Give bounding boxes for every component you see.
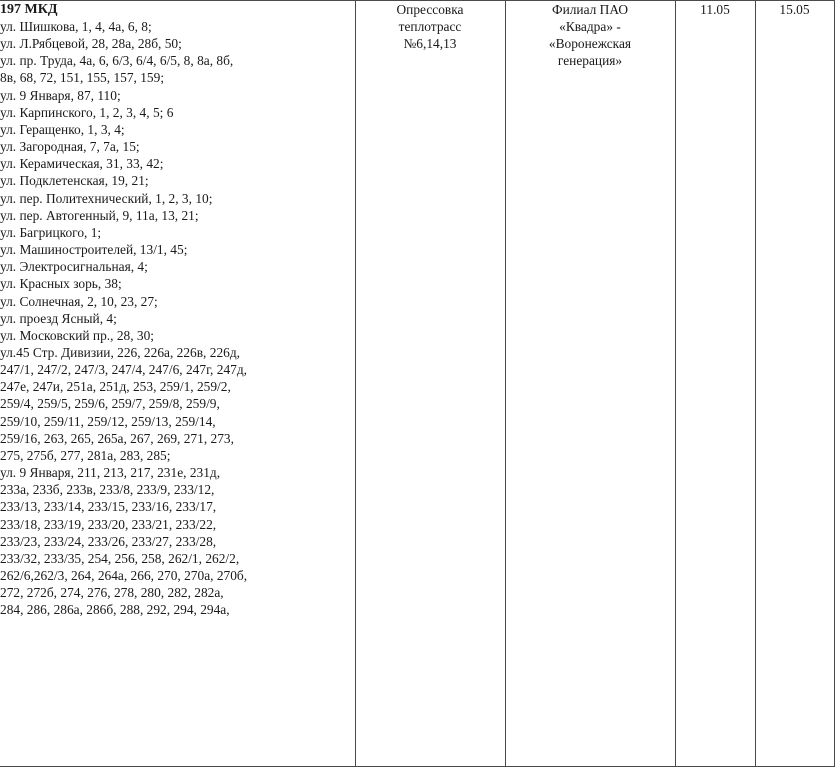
address-line: 233/18, 233/19, 233/20, 233/21, 233/22, (0, 516, 217, 532)
address-line: ул. Геращенко, 1, 3, 4; (0, 121, 125, 137)
address-line: ул. Московский пр., 28, 30; (0, 327, 155, 343)
address-line: ул. проезд Ясный, 4; (0, 310, 117, 326)
address-line: 259/16, 263, 265, 265а, 267, 269, 271, 273, (0, 430, 234, 446)
address-line: ул. Электросигнальная, 4; (0, 259, 148, 275)
address-line: ул. Багрицкого, 1; (0, 224, 102, 240)
address-line: 8в, 68, 72, 151, 155, 157, 159; (0, 70, 165, 86)
organization-name: Филиал ПАО «Квадра» - «Воронежская генерация» (548, 2, 632, 69)
address-line: ул. Красных зорь, 38; (0, 276, 122, 292)
address-line: 247е, 247и, 251а, 251д, 253, 259/1, 259/2, (0, 379, 231, 395)
address-line: ул. Солнечная, 2, 10, 23, 27; (0, 293, 158, 309)
start-date-cell (675, 1, 755, 767)
address-line: ул. пер. Политехнический, 1, 2, 3, 10; (0, 190, 213, 206)
address-line: ул. Карпинского, 1, 2, 3, 4, 5; 6 (0, 104, 174, 120)
address-line: 233/23, 233/24, 233/26, 233/27, 233/28, (0, 533, 217, 549)
organization-cell (505, 1, 675, 767)
end-date-cell (755, 1, 834, 767)
address-line: 262/6,262/3, 264, 264а, 266, 270, 270а, 270б, (0, 568, 248, 583)
address-line: ул. Л.Рябцевой, 28, 28а, 28б, 50; (0, 36, 182, 52)
address-line: 233/32, 233/35, 254, 256, 258, 262/1, 262/2, (0, 550, 240, 566)
address-line: 275, 275б, 277, 281а, 283, 285; (0, 447, 171, 463)
work-type: Опрессовка теплотрасс №6,14,13 (396, 2, 464, 52)
address-line: ул. Машиностроителей, 13/1, 45; (0, 242, 188, 258)
address-line: ул. Подклетенская, 19, 21; (0, 173, 149, 189)
address-line: 233а, 233б, 233в, 233/8, 233/9, 233/12, (0, 482, 215, 498)
address-line: ул. 9 Января, 211, 213, 217, 231е, 231д, (0, 465, 221, 481)
address-line: 233/13, 233/14, 233/15, 233/16, 233/17, (0, 499, 217, 515)
address-line: ул. Керамическая, 31, 33, 42; (0, 156, 164, 172)
address-line: ул. 9 Января, 87, 110; (0, 87, 121, 103)
address-line: 259/10, 259/11, 259/12, 259/13, 259/14, (0, 413, 216, 429)
end-date: 15.05 (779, 2, 810, 17)
address-list (0, 18, 355, 618)
address-cell (0, 1, 355, 767)
address-line: ул. Шишкова, 1, 4, 4а, 6, 8; (0, 19, 152, 34)
address-line: ул. пр. Труда, 4а, 6, 6/3, 6/4, 6/5, 8, 8а, 8б, (0, 53, 234, 69)
address-line: 284, 286, 286а, 286б, 288, 292, 294, 294а, (0, 602, 230, 618)
work-type-cell (355, 1, 505, 767)
address-line: ул. пер. Автогенный, 9, 11а, 13, 21; (0, 207, 199, 223)
address-line: 247/1, 247/2, 247/3, 247/4, 247/6, 247г, 247д, (0, 362, 247, 378)
start-date: 11.05 (700, 2, 730, 17)
address-line: ул.45 Стр. Дивизии, 226, 226а, 226в, 226д, (0, 344, 240, 360)
address-line: ул. Загородная, 7, 7а, 15; (0, 139, 140, 155)
address-line: 259/4, 259/5, 259/6, 259/7, 259/8, 259/9, (0, 396, 220, 412)
table-row (0, 1, 834, 767)
mkd-count: 197 МКД (0, 2, 58, 17)
address-line: 272, 272б, 274, 276, 278, 280, 282, 282а, (0, 585, 224, 601)
